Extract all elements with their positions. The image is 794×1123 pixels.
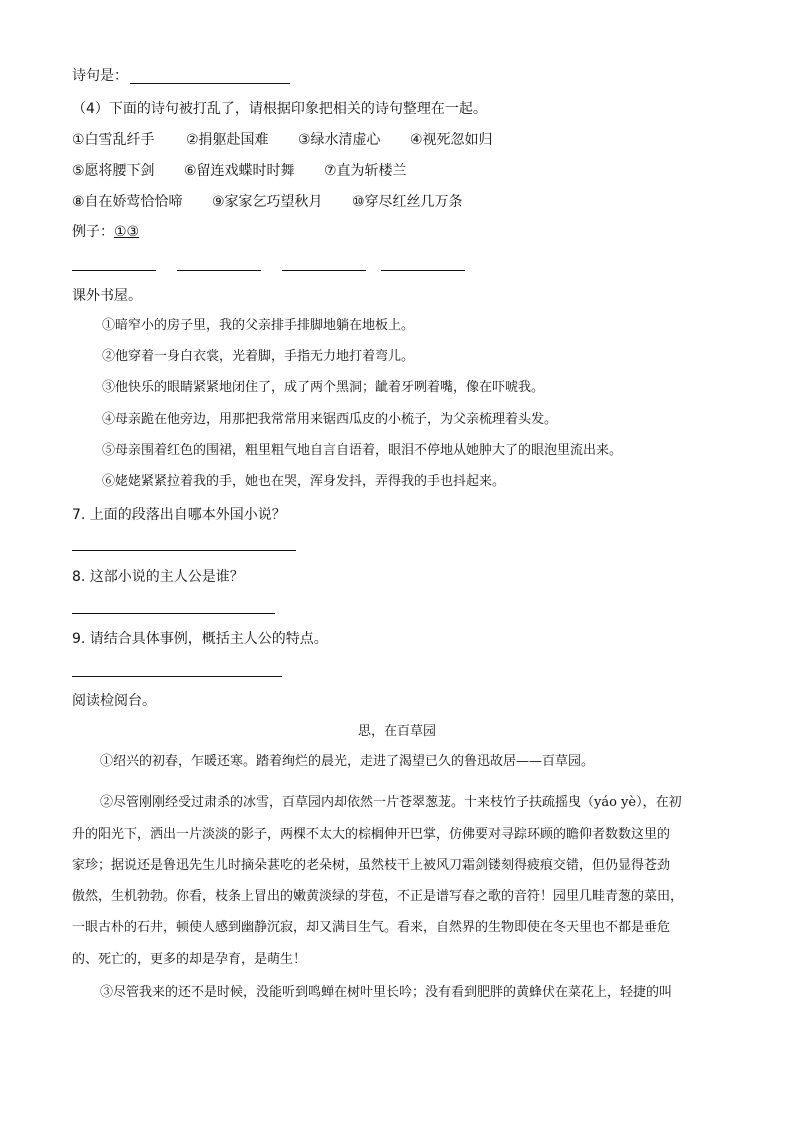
article-title: 思，在百草园 <box>357 724 436 739</box>
answer-blank-q8[interactable] <box>72 612 275 614</box>
passage-line: ⑤母亲围着红色的围裙，粗里粗气地自言自语着，眼泪不停地从她肿大了的眼泡里流出来。 <box>102 443 623 458</box>
article-line: 傲然，生机勃勃。你看，枝条上冒出的嫩黄淡绿的芽苞，不正是谱写春之歌的音符！园里几畦青葱的菜田， <box>72 889 684 904</box>
q4-row-2 <box>72 161 407 181</box>
poem-line-option: ③绿水清虚心 <box>298 132 381 148</box>
answer-blank-3[interactable] <box>282 269 366 271</box>
passage-line: ①暗窄小的房子里，我的父亲排手排脚地躺在地板上。 <box>102 318 415 333</box>
poem-answer-blank[interactable] <box>130 82 290 84</box>
question-8: 8. 这部小说的主人公是谁？ <box>72 569 244 585</box>
section-outside-title: 课外书屋。 <box>72 288 142 304</box>
passage-line: ③他快乐的眼睛紧紧地闭住了，成了两个黑洞；龇着牙咧着嘴，像在吓唬我。 <box>102 380 545 395</box>
article-paragraph-1: ①绍兴的初春，乍暖还寒。踏着绚烂的晨光，走进了渴望已久的鲁迅故居——百草园。 <box>100 754 595 769</box>
poem-line-option: ⑤愿将腰下剑 <box>72 163 155 179</box>
answer-blank-1[interactable] <box>72 269 156 271</box>
question-7: 7. 上面的段落出自哪本外国小说？ <box>72 507 286 523</box>
section-reading-title: 阅读检阅台。 <box>72 693 156 709</box>
example-label: 例子： <box>72 224 114 240</box>
poem-line-option: ⑨家家乞巧望秋月 <box>212 194 323 210</box>
answer-blank-q9[interactable] <box>72 675 282 677</box>
poem-line-option: ⑦直为斩楼兰 <box>324 163 407 179</box>
article-line: 的、死亡的，更多的却是孕育，是萌生！ <box>72 952 307 967</box>
article-line: 家珍；据说还是鲁迅先生儿时摘朵葚吃的老朵树，虽然枝干上被风刀霜剑镂刻得疲痕交错，但仍显得苍劲 <box>72 858 671 873</box>
passage-line: ④母亲跪在他旁边，用那把我常常用来锯西瓜皮的小梳子，为父亲梳理着头发。 <box>102 412 558 427</box>
passage-line: ⑥姥姥紧紧拉着我的手，她也在哭，浑身发抖，弄得我的手也抖起来。 <box>102 474 506 489</box>
poem-answer-label: 诗句是： <box>72 68 128 84</box>
poem-line-option: ②捐躯赴国难 <box>186 132 269 148</box>
question-9: 9. 请结合具体事例，概括主人公的特点。 <box>72 631 328 647</box>
q4-row-1 <box>72 130 493 150</box>
poem-line-option: ⑩穿尽红丝几万条 <box>352 194 463 210</box>
answer-blank-4[interactable] <box>381 269 465 271</box>
answer-blank-q7[interactable] <box>72 549 296 551</box>
poem-line-option: ⑥留连戏蝶时时舞 <box>184 163 295 179</box>
q4-example <box>72 222 139 242</box>
passage-line: ②他穿着一身白衣裳，光着脚，手指无力地打着弯儿。 <box>102 349 415 364</box>
article-paragraph-3: ③尽管我来的还不是时候，没能听到鸣蝉在树叶里长吟；没有看到肥胖的黄蜂伏在菜花上，轻捷的叫 <box>100 985 673 1000</box>
q4-instruction: （4）下面的诗句被打乱了，请根据印象把相关的诗句整理在一起。 <box>72 101 487 117</box>
article-line: ②尽管刚刚经受过肃杀的冰雪，百草园内却依然一片苍翠葱茏。十来枝竹子扶疏摇曳（yáo yè），在初 <box>100 795 682 810</box>
example-value: ①③ <box>114 224 140 240</box>
poem-line-option: ①白雪乱纤手 <box>72 132 155 148</box>
poem-line-option: ④视死忽如归 <box>410 132 493 148</box>
q4-row-3 <box>72 192 463 212</box>
article-line: 一眼古朴的石井，顿使人感到幽静沉寂，却又满目生气。看来，自然界的生物即使在冬天里也不都是垂危 <box>72 920 671 935</box>
article-line: 升的阳光下，洒出一片淡淡的影子，两棵不太大的棕榈伸开巴掌，仿佛要对寻踪环顾的瞻仰者数数这里的 <box>72 827 671 842</box>
answer-blank-2[interactable] <box>177 269 261 271</box>
poem-line-option: ⑧自在娇莺恰恰啼 <box>72 194 183 210</box>
